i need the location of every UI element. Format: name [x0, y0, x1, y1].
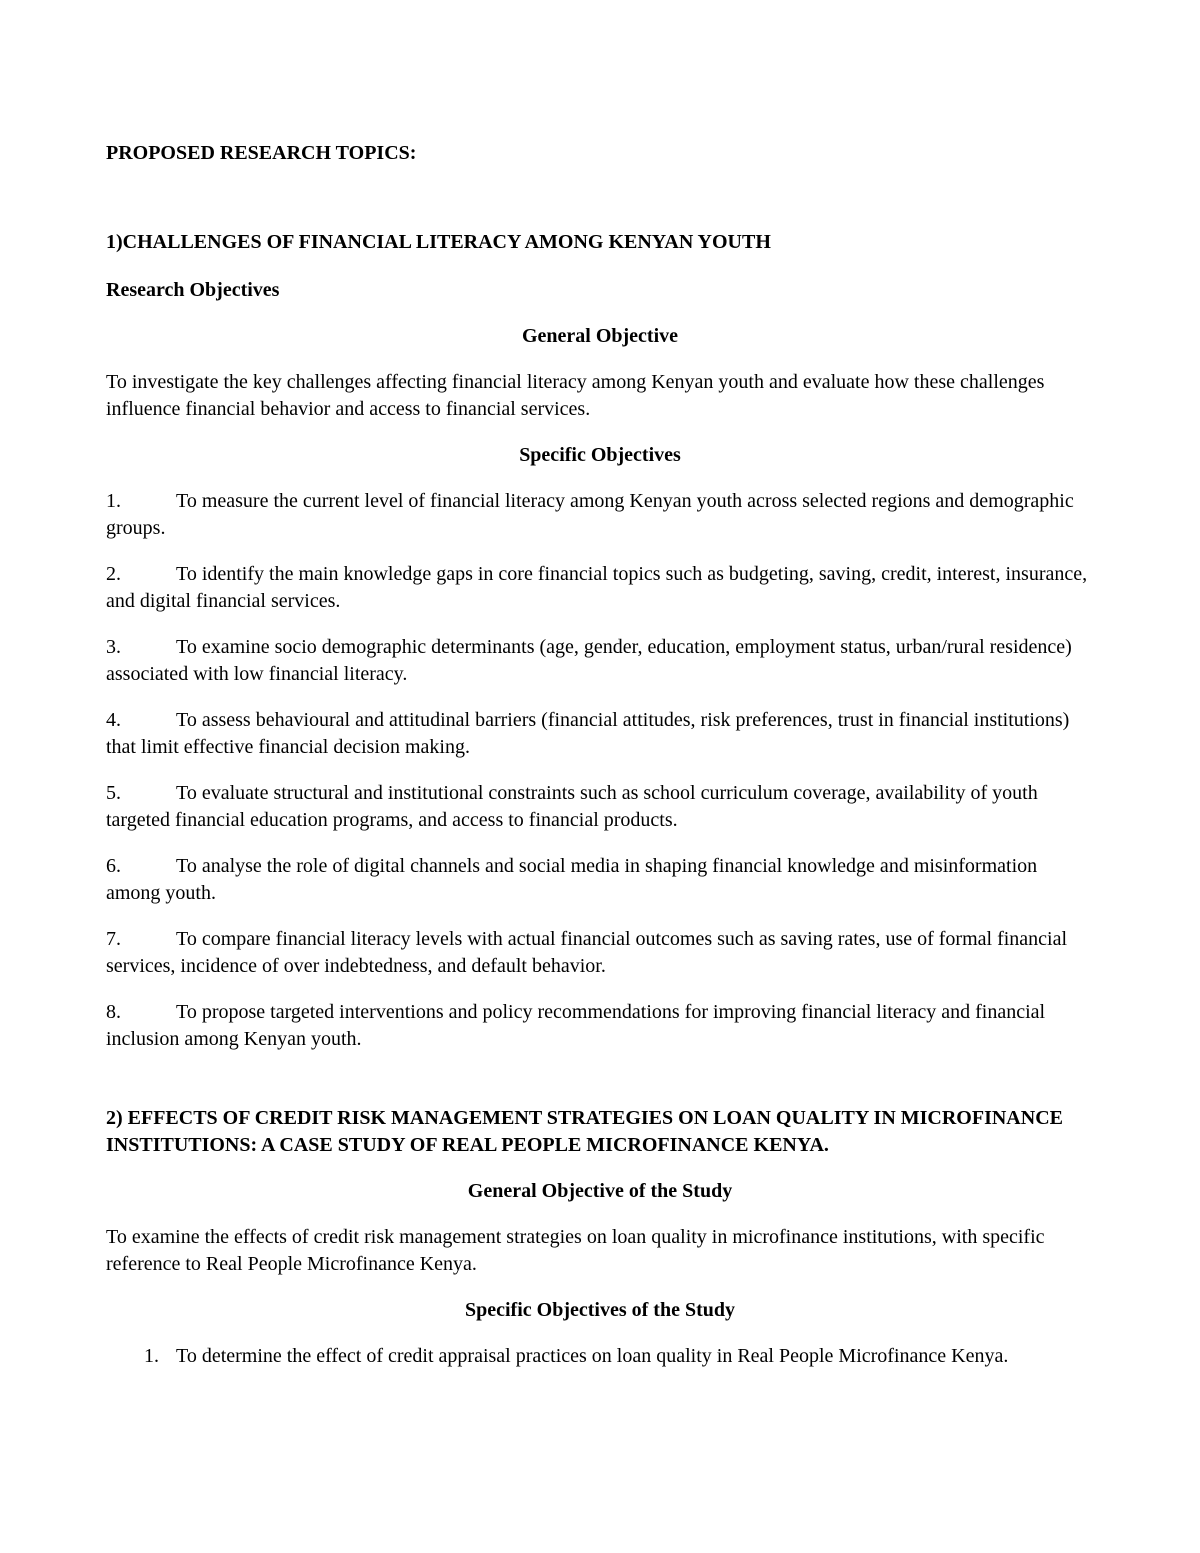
- item-number: 1.: [144, 1345, 159, 1367]
- list-item: [106, 853, 1094, 907]
- item-number: 6.: [106, 855, 121, 877]
- document-page: [106, 140, 1094, 1370]
- topic-2-title: 2) EFFECTS OF CREDIT RISK MANAGEMENT STRATEGIES ON LOAN QUALITY IN MICROFINANCE INSTITUTIONS: A CASE STUDY OF REAL PEOPLE MICROFINANCE KENYA.: [106, 1107, 1063, 1156]
- item-text: To compare financial literacy levels with actual financial outcomes such as saving rates, use of formal financial services, incidence of over indebtedness, and default behavior.: [106, 928, 1068, 977]
- item-text: To propose targeted interventions and policy recommendations for improving financial literacy and financial inclusion among Kenyan youth.: [106, 1001, 1046, 1050]
- topic-1-section: [106, 229, 1094, 1053]
- list-item: [106, 1343, 1094, 1370]
- item-text: To measure the current level of financial literacy among Kenyan youth across selected regions and demographic groups.: [106, 490, 1074, 539]
- list-item: [106, 999, 1094, 1053]
- specific-objectives-list: [106, 488, 1094, 1053]
- item-number: 3.: [106, 636, 121, 658]
- general-objective-study-text: To examine the effects of credit risk management strategies on loan quality in microfinance institutions, with specific reference to Real People Microfinance Kenya.: [106, 1226, 1045, 1275]
- item-number: 1.: [106, 490, 121, 512]
- document-title: PROPOSED RESEARCH TOPICS:: [106, 142, 417, 164]
- item-text: To identify the main knowledge gaps in core financial topics such as budgeting, saving, credit, interest, insurance, and digital financial services.: [106, 563, 1088, 612]
- general-objective-study-heading: General Objective of the Study: [467, 1180, 733, 1202]
- list-item: [106, 780, 1094, 834]
- list-item: [106, 926, 1094, 980]
- list-item: [106, 561, 1094, 615]
- item-text: To assess behavioural and attitudinal barriers (financial attitudes, risk preferences, trust in financial institutions) that limit effective financial decision making.: [106, 709, 1070, 758]
- item-text: To examine socio demographic determinants (age, gender, education, employment status, urban/rural residence) associated with low financial literacy.: [106, 636, 1072, 685]
- list-item: [106, 488, 1094, 542]
- list-item: [106, 707, 1094, 761]
- topic-1-title: 1)CHALLENGES OF FINANCIAL LITERACY AMONG KENYAN YOUTH: [106, 231, 771, 253]
- general-objective-text: To investigate the key challenges affecting financial literacy among Kenyan youth and evaluate how these challenges influence financial behavior and access to financial services.: [106, 371, 1045, 420]
- specific-objectives-heading: Specific Objectives: [519, 444, 681, 466]
- item-text: To determine the effect of credit appraisal practices on loan quality in Real People Microfinance Kenya.: [176, 1345, 1009, 1367]
- general-objective-heading: General Objective: [521, 325, 679, 347]
- item-number: 7.: [106, 928, 121, 950]
- research-objectives-heading: Research Objectives: [106, 279, 280, 301]
- item-number: 4.: [106, 709, 121, 731]
- item-number: 5.: [106, 782, 121, 804]
- item-number: 8.: [106, 1001, 121, 1023]
- specific-objectives-study-list: [106, 1343, 1094, 1370]
- specific-objectives-study-heading: Specific Objectives of the Study: [465, 1299, 735, 1321]
- item-number: 2.: [106, 563, 121, 585]
- list-item: [106, 634, 1094, 688]
- item-text: To evaluate structural and institutional constraints such as school curriculum coverage, availability of youth targeted financial education programs, and access to financial products.: [106, 782, 1038, 831]
- topic-2-section: [106, 1105, 1094, 1370]
- item-text: To analyse the role of digital channels and social media in shaping financial knowledge and misinformation among youth.: [106, 855, 1038, 904]
